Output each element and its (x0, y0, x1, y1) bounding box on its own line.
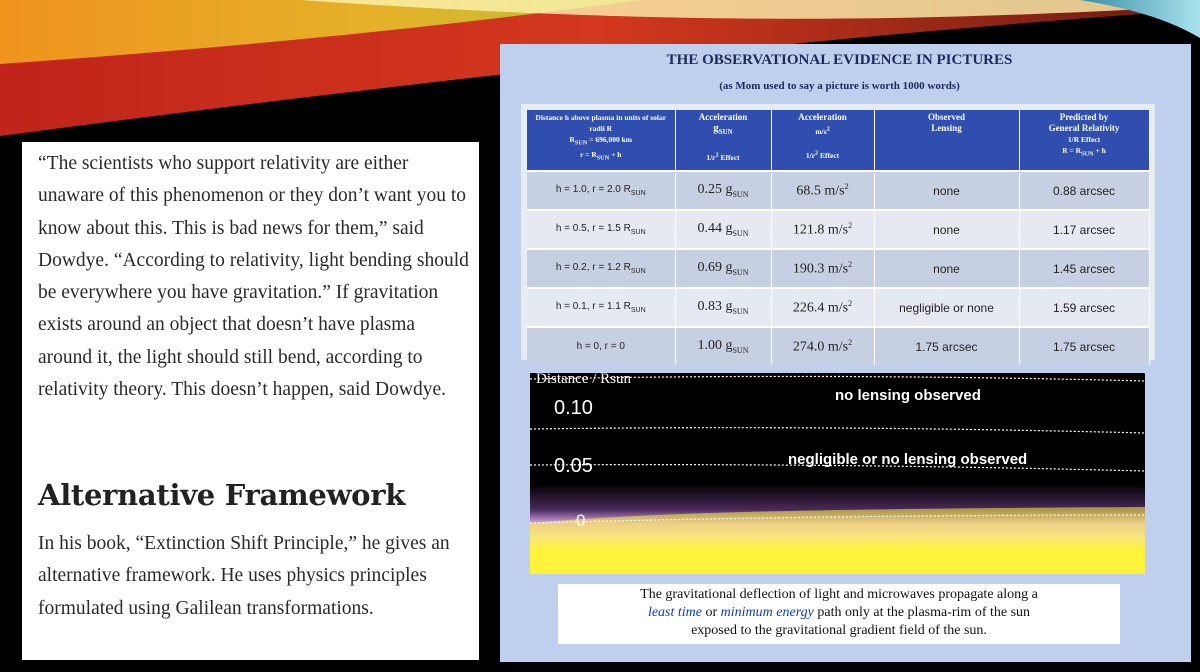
cell-distance-sub: SUN (630, 268, 646, 275)
cell-distance (527, 288, 675, 327)
header-distance-r: R (569, 135, 575, 144)
label-negligible-lensing: negligible or no lensing observed (788, 451, 1028, 468)
cell-accel-g-sub: SUN (732, 306, 749, 316)
cell-accel-ms-unit: m/s (824, 261, 849, 277)
cell-lensing: negligible or none (874, 288, 1019, 327)
header-distance-r-sub: SUN (574, 139, 588, 147)
header-predicted-line1: Predicted by (1059, 112, 1109, 122)
table-row (527, 210, 1149, 249)
header-predicted-formula: R = R (1062, 146, 1082, 155)
cell-accel-g-symbol: g (725, 260, 733, 276)
cell-accel-ms-sup: 2 (848, 298, 853, 308)
cell-accel-g (675, 210, 771, 249)
header-accel-ms-unit-sup: 2 (826, 125, 830, 132)
cell-accel-g-symbol: g (725, 182, 733, 198)
header-accel-ms-line3 (806, 151, 839, 160)
section-heading: Alternative Framework (38, 478, 405, 512)
cell-distance-sub: SUN (630, 307, 646, 314)
header-predicted (1019, 110, 1149, 171)
cell-accel-ms (771, 327, 874, 365)
cell-accel-g-value: 0.69 (697, 260, 726, 276)
cell-lensing: none (874, 249, 1019, 288)
caption-line3: exposed to the gravitational gradient field of the sun. (691, 623, 987, 638)
tick-0: 0 (576, 511, 586, 530)
cell-accel-ms-value: 68.5 (796, 183, 821, 199)
header-distance-line3 (580, 150, 621, 159)
cell-accel-ms-value: 190.3 (792, 261, 825, 277)
evidence-table-frame (521, 104, 1155, 360)
header-accel-ms-effect: 1/r (805, 151, 815, 160)
cell-accel-ms-sup: 2 (848, 337, 853, 347)
cell-accel-g-value: 1.00 (697, 338, 726, 354)
header-predicted-formula-sub: SUN (1081, 150, 1094, 158)
caption-highlight-minimum-energy: minimum energy (720, 605, 814, 620)
caption-line2 (558, 604, 1120, 622)
header-predicted-line3: 1/R Effect (1067, 135, 1101, 144)
cell-accel-g-value: 0.83 (697, 299, 726, 315)
cell-distance (527, 249, 675, 288)
cell-predicted: 1.45 arcsec (1019, 249, 1149, 288)
table-row (527, 288, 1149, 327)
cell-accel-ms-unit: m/s (824, 339, 849, 355)
header-predicted-line4 (1062, 146, 1106, 158)
cell-accel-g (675, 249, 771, 288)
cell-accel-g (675, 288, 771, 327)
cell-accel-ms-value: 121.8 (792, 222, 825, 238)
cell-predicted: 0.88 arcsec (1019, 171, 1149, 210)
header-distance-r-value: = 696,000 km (587, 135, 633, 144)
table-row (527, 327, 1149, 365)
cell-predicted: 1.17 arcsec (1019, 210, 1149, 249)
evidence-table (527, 110, 1150, 365)
header-distance-formula-rest: + h (609, 149, 622, 159)
header-accel-ms-effect-sup: 2 (815, 149, 819, 157)
caption-or: or (702, 605, 721, 620)
header-observed (874, 110, 1019, 171)
header-distance-line1: Distance h above plasma in units of solar radii R (535, 113, 667, 133)
cell-lensing: none (874, 171, 1019, 210)
header-distance-formula: r = R (580, 149, 597, 159)
cell-accel-ms-unit: m/s (820, 183, 845, 199)
axis-label: Distance / Rsun (536, 373, 631, 387)
cell-accel-ms-unit: m/s (824, 222, 849, 238)
cell-accel-g-symbol: g (725, 299, 733, 315)
cell-distance (527, 210, 675, 249)
cell-distance (527, 171, 675, 210)
header-accel-g-effect-rest: Effect (718, 152, 740, 162)
sun-surface (530, 507, 1145, 574)
table-header-row (527, 110, 1149, 171)
header-predicted-line2: General Relativity (1048, 123, 1120, 133)
cell-accel-ms (771, 288, 874, 327)
header-observed-line1: Observed (928, 112, 965, 122)
article-excerpt (22, 142, 479, 660)
cell-lensing: none (874, 210, 1019, 249)
header-accel-g-effect: 1/r (706, 152, 716, 162)
article-quote: “The scientists who support relativity are either unaware of this phenomenon or they don’t want you to know about this. This is bad news for them,” said Dowdye. “According to relativity, light bending should be everywhere you have gravitation.” If gravitation exists around an object that doesn’t have plasma around it, the light should still bend, according to relativity theory. This doesn’t happen, said Dowdye. (38, 153, 469, 401)
caption-highlight-least-time: least time (647, 605, 702, 620)
header-accel-ms-line1: Acceleration (798, 112, 847, 122)
table-body (527, 171, 1149, 365)
header-accel-ms-effect-rest: Effect (818, 151, 840, 160)
header-accel-ms-line2 (815, 127, 829, 136)
cell-accel-ms-unit: m/s (824, 300, 849, 316)
header-accel-g-effect-sup: 2 (715, 151, 719, 159)
header-accel-g-line2 (713, 122, 733, 137)
cell-distance-text: h = 0.1, r = 1.1 R (555, 301, 631, 312)
caption-line2-rest: path only at the plasma-rim of the sun (813, 605, 1031, 620)
header-predicted-formula-rest: + h (1093, 146, 1106, 155)
cell-accel-ms-sup: 2 (848, 259, 853, 269)
cell-accel-g-sub: SUN (732, 228, 749, 238)
slide-title: THE OBSERVATIONAL EVIDENCE IN PICTURES (666, 52, 1013, 68)
cell-distance-text: h = 0.5, r = 1.5 R (555, 223, 631, 234)
header-accel-g-symbol: g (713, 122, 719, 134)
cell-distance-sub: SUN (630, 229, 646, 236)
header-accel-g (675, 110, 771, 171)
evidence-slide (500, 44, 1191, 662)
cell-predicted: 1.75 arcsec (1019, 327, 1149, 365)
tick-0-10: 0.10 (554, 397, 593, 419)
header-distance-formula-sub: SUN (596, 154, 610, 161)
cell-lensing: 1.75 arcsec (874, 327, 1019, 365)
cell-distance-text: h = 1.0, r = 2.0 R (555, 184, 631, 195)
cell-accel-ms-value: 226.4 (792, 300, 825, 316)
header-distance (527, 110, 675, 171)
cell-accel-ms-sup: 2 (848, 220, 853, 230)
cell-accel-g-symbol: g (725, 221, 733, 237)
cell-accel-g-value: 0.44 (697, 221, 726, 237)
cell-distance-text: h = 0.2, r = 1.2 R (555, 262, 631, 273)
cell-predicted: 1.59 arcsec (1019, 288, 1149, 327)
table-row (527, 171, 1149, 210)
cell-accel-ms (771, 210, 874, 249)
cell-distance: h = 0, r = 0 (527, 327, 675, 365)
cell-distance-sub: SUN (630, 190, 646, 197)
header-accel-g-line1: Acceleration (698, 112, 748, 122)
table-row (527, 249, 1149, 288)
caption-line1: The gravitational deflection of light and microwaves propagate along a (640, 587, 1038, 602)
cell-accel-g (675, 327, 771, 365)
sun-limb-image (530, 373, 1145, 574)
tick-0-05: 0.05 (554, 455, 593, 477)
header-accel-ms-unit: m/s (815, 126, 827, 136)
article-paragraph: In his book, “Extinction Shift Principle,” he gives an alternative framework. He uses physics principles formulated using Galilean transformations. (38, 533, 450, 619)
cell-accel-g-sub: SUN (732, 189, 749, 199)
cell-accel-ms (771, 249, 874, 288)
header-accel-g-line3 (706, 153, 739, 162)
header-accel-g-sub: SUN (718, 128, 733, 137)
header-accel-ms (771, 110, 874, 171)
cell-accel-g-symbol: g (725, 338, 733, 354)
header-observed-line2: Lensing (931, 123, 962, 133)
cell-accel-g-sub: SUN (732, 345, 749, 355)
cell-accel-ms-value: 274.0 (792, 339, 825, 355)
cell-accel-g-sub: SUN (732, 267, 749, 277)
cell-accel-g-value: 0.25 (697, 182, 726, 198)
label-no-lensing: no lensing observed (835, 387, 981, 404)
slide-subtitle: (as Mom used to say a picture is worth 1000 words) (719, 80, 960, 92)
header-distance-line2 (569, 135, 633, 147)
cell-accel-ms-sup: 2 (844, 181, 849, 191)
cell-accel-g (675, 171, 771, 210)
image-caption (558, 584, 1120, 644)
cell-accel-ms (771, 171, 874, 210)
